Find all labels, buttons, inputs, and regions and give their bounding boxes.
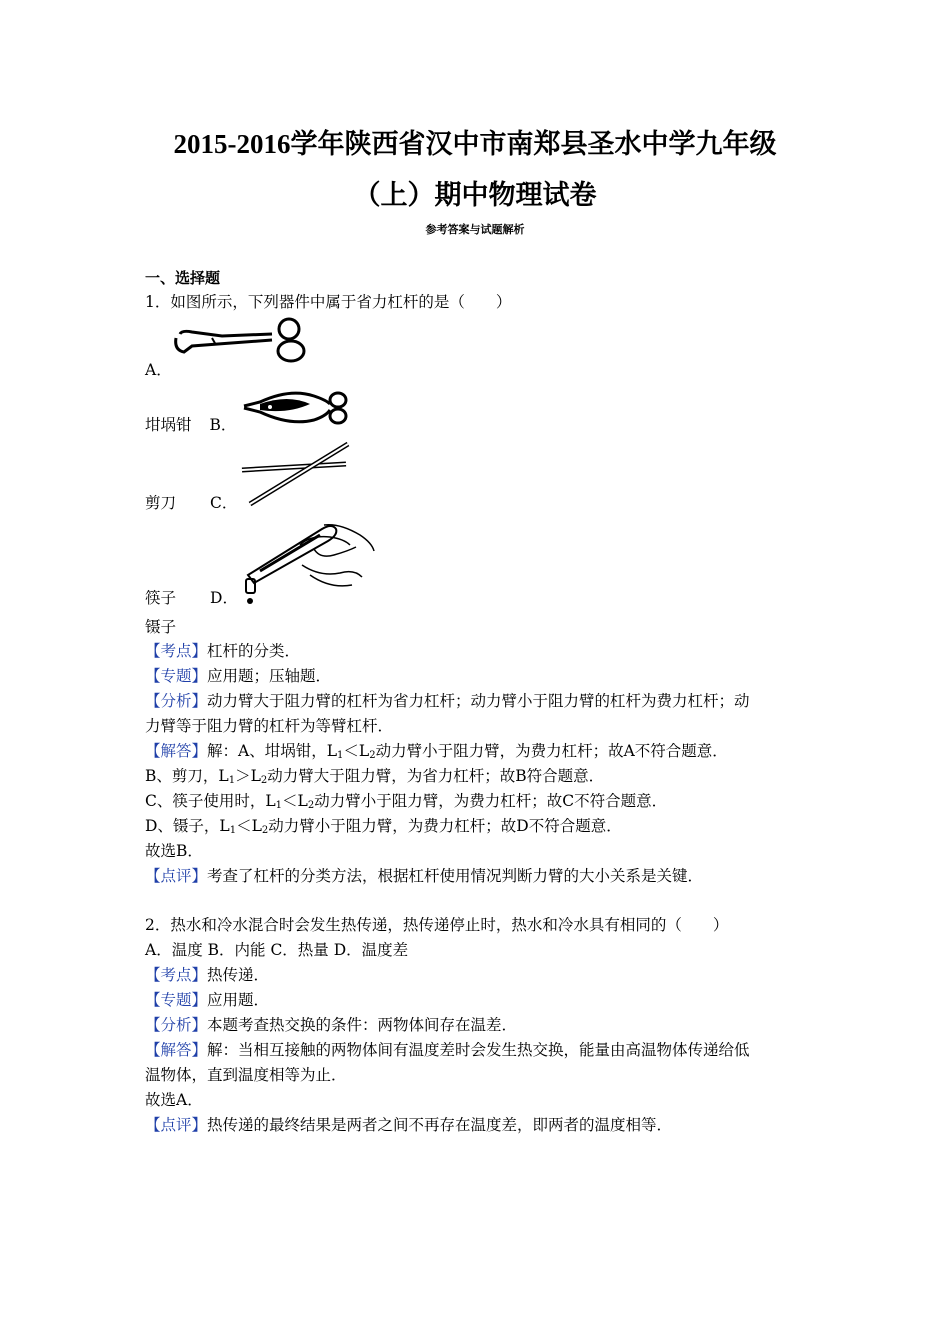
document-title-line1: 2015-2016学年陕西省汉中市南郑县圣水中学九年级 — [173, 129, 777, 159]
q1-zhuanti: 【专题】应用题；压轴题． — [145, 667, 332, 685]
jieda-tag: 解答 — [160, 1041, 192, 1059]
document-title-line2: （上）期中物理试卷 — [353, 180, 597, 210]
q2-options: A．温度 B．内能 C．热量 D．温度差 — [145, 941, 409, 959]
q1-option-b-row — [145, 493, 237, 513]
option-c-name: 筷子 — [145, 589, 177, 607]
fenxi-tag: 分析 — [160, 692, 192, 710]
option-b-letter: B． — [209, 416, 237, 434]
q1-stem: 1．如图所示，下列器件中属于省力杠杆的是（ ） — [145, 293, 512, 311]
fenxi-tag: 分析 — [160, 1016, 192, 1034]
kaodian-tag: 考点 — [160, 642, 192, 660]
q2-jieda: 【解答】解：当相互接触的两物体间有温度差时会发生热交换，能量由高温物体传递给低 — [145, 1041, 750, 1059]
q1-fenxi-cont: 力臂等于阻力臂的杠杆为等臂杠杆． — [145, 717, 394, 735]
q2-dianping: 【点评】热传递的最终结果是两者之间不再存在温度差，即两者的温度相等． — [145, 1116, 673, 1134]
q1-jieda-a: 【解答】解：A、坩埚钳，$L_1<L_2$动力臂小于阻力臂，为费力杠杆；故A不符合题意． — [145, 742, 728, 761]
q2-zhuanti: 【专题】应用题． — [145, 991, 270, 1009]
q1-jieda-d: D、镊子，$L_1<L_2$动力臂小于阻力臂，为费力杠杆；故D不符合题意． — [145, 817, 622, 836]
q1-kaodian: 【考点】杠杆的分类． — [145, 642, 301, 660]
dianping-tag: 点评 — [160, 1116, 192, 1134]
option-d-letter: D． — [210, 589, 238, 607]
kaodian-tag: 考点 — [160, 966, 192, 984]
q1-fenxi: 【分析】动力臂大于阻力臂的杠杆为省力杠杆；动力臂小于阻力臂的杠杆为费力杠杆；动 — [145, 692, 750, 710]
q1-jieda-b: B、剪刀，$L_1>L_2$动力臂大于阻力臂，为省力杠杆；故B符合题意． — [145, 767, 605, 786]
q1-dianping: 【点评】考查了杠杆的分类方法，根据杠杆使用情况判断力臂的大小关系是关键． — [145, 867, 704, 885]
zhuanti-tag: 专题 — [160, 991, 192, 1009]
section-heading: 一、选择题 — [145, 269, 221, 287]
q2-fenxi: 【分析】本题考查热交换的条件：两物体间存在温差． — [145, 1016, 518, 1034]
option-d-name: 镊子 — [145, 618, 177, 636]
option-b-name: 剪刀 — [145, 494, 177, 512]
q1-jieda-c: C、筷子使用时，$L_1<L_2$动力臂小于阻力臂，为费力杠杆；故C不符合题意． — [145, 792, 668, 811]
document-subtitle: 参考答案与试题解析 — [425, 223, 525, 236]
option-a-name: 坩埚钳 — [145, 416, 192, 434]
q2-kaodian: 【考点】热传递． — [145, 966, 270, 984]
q1-option-c-row — [145, 588, 238, 608]
chopsticks-figure — [240, 440, 352, 510]
tweezers-figure — [240, 515, 380, 605]
zhuanti-tag: 专题 — [160, 667, 192, 685]
crucible-tongs-figure — [172, 314, 308, 364]
q1-option-a-name — [145, 415, 236, 435]
option-c-letter: C． — [210, 494, 238, 512]
q2-answer: 故选A． — [145, 1091, 203, 1109]
scissors-figure — [240, 388, 352, 428]
q2-jieda-cont: 温物体，直到温度相等为止． — [145, 1066, 347, 1084]
q1-option-a-letter: A． — [145, 361, 172, 379]
dianping-tag: 点评 — [160, 867, 192, 885]
q2-stem: 2．热水和冷水混合时会发生热传递，热传递停止时，热水和冷水具有相同的（ ） — [145, 916, 729, 934]
jieda-tag: 解答 — [160, 742, 192, 760]
q1-answer: 故选B． — [145, 842, 203, 860]
